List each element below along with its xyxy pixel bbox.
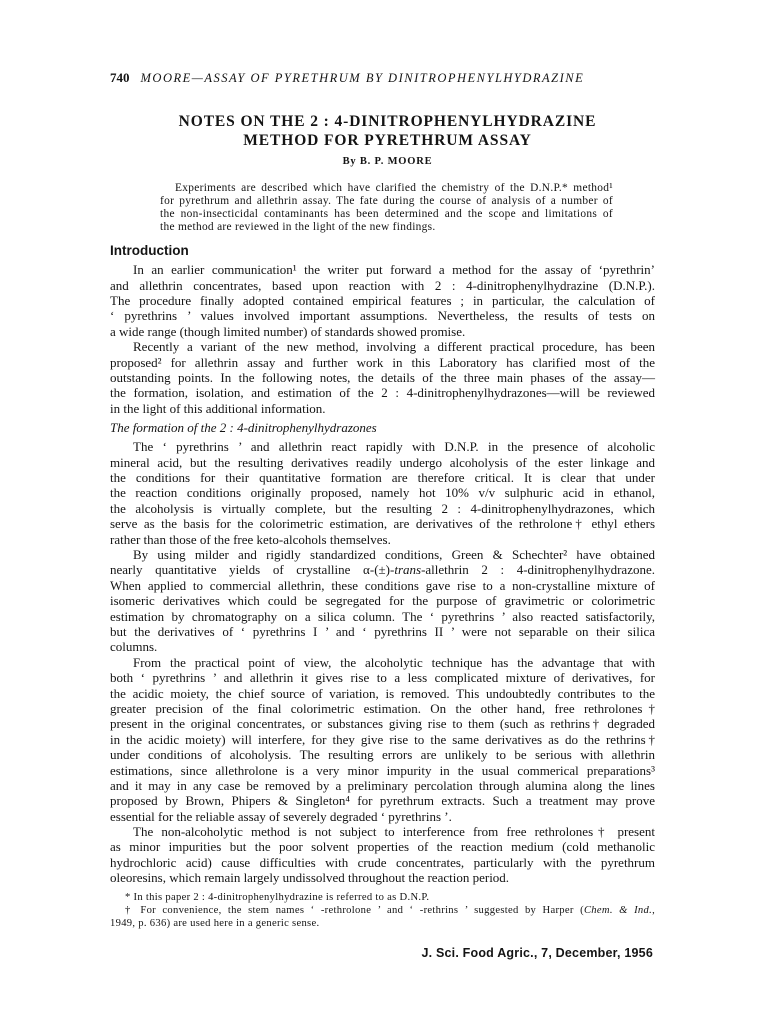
body-line: essential for the reliable assay of severely degraded ‘ pyrethrins ’. <box>110 808 452 824</box>
footnotes <box>110 891 655 930</box>
footnote-line: * In this paper 2 : 4-dinitrophenylhydrazine is referred to as D.N.P. <box>125 891 430 903</box>
paragraph <box>110 339 655 416</box>
body-line: under conditions of alcoholysis. The resulting errors are unlikely to be serious with allethrin <box>110 747 655 763</box>
footnote-line: 1949, p. 636) are used here in a generic sense. <box>110 917 320 929</box>
article-title <box>0 112 775 150</box>
body-line: oleoresins, which remain largely undissolved throughout the reaction period. <box>110 870 510 886</box>
body-line <box>110 562 655 577</box>
paragraph <box>110 262 655 339</box>
body-line: rather than those of the free keto-alcohols themselves. <box>110 531 391 547</box>
formation-body <box>110 439 655 885</box>
text-run: -allethrin 2 : 4-dinitrophenylhydrazone. <box>421 562 655 578</box>
body-line: in the light of this additional information. <box>110 400 326 416</box>
body-line: mineral acid, but the resulting derivatives readily undergo alcoholysis of the ester linkage and <box>110 454 655 470</box>
body-line: When applied to commercial allethrin, these conditions gave rise to a non-crystalline mixture of <box>110 577 655 593</box>
abstract-line: the non-insecticidal contaminants has been determined and the scope and limitations of <box>160 207 613 220</box>
body-line: estimations, since allethrolone is a very minor impurity in the usual commerical preparations³ <box>110 762 655 778</box>
body-line: The procedure finally adopted contained empirical features ; in particular, the calculation of <box>110 293 655 309</box>
body-line: and it may in any case be removed by a preliminary percolation through alumina along the lines <box>110 777 655 793</box>
title-line: NOTES ON THE 2 : 4-DINITROPHENYLHYDRAZINE <box>178 113 597 130</box>
footnote <box>110 904 655 930</box>
body-line: isomeric derivatives which could be segregated for the purpose of gravimetric or colorimetric <box>110 593 655 609</box>
paragraph <box>110 547 655 655</box>
body-line: The ‘ pyrethrins ’ and allethrin react rapidly with D.N.P. in the presence of alcoholic <box>133 439 655 455</box>
body-line: both ‘ pyrethrins ’ and allethrin it gives rise to a less complicated mixture of derivatives, for <box>110 670 655 686</box>
journal-citation-footer: J. Sci. Food Agric., 7, December, 1956 <box>421 946 653 960</box>
paragraph <box>110 439 655 547</box>
introduction-body <box>110 262 655 416</box>
subsection-heading: The formation of the 2 : 4-dinitrophenylhydrazones <box>110 420 377 435</box>
journal-abbreviation: Chem. & Ind. <box>583 904 653 916</box>
body-line: greater precision of the final colorimetric estimation. On the other hand, free rethrolones† <box>110 700 655 716</box>
author-byline: By B. P. MOORE <box>342 156 433 167</box>
body-line: the reaction conditions originally proposed, namely hot 10% v/v sulphuric acid in ethanol, <box>110 485 655 501</box>
footnote-line <box>110 904 655 917</box>
abstract <box>160 182 613 234</box>
body-line: in the acidic moiety) will interfere, for they give rise to the same derivatives as do the rethrins† <box>110 731 655 747</box>
body-line: serve as the basis for the colorimetric estimation, are derivatives of the rethrolone† ethyl ethers <box>110 516 655 532</box>
body-line: hydrochloric acid) cause difficulties with crude concentrates, particularly with the pyrethrum <box>110 854 655 870</box>
running-title: MOORE—ASSAY OF PYRETHRUM BY DINITROPHENYLHYDRAZINE <box>140 71 585 85</box>
abstract-line: Experiments are described which have clarified the chemistry of the D.N.P.* method¹ <box>175 181 613 194</box>
body-line: the formation, isolation, and estimation of the 2 : 4-dinitrophenylhydrazones—will be reviewed <box>110 385 655 401</box>
body-line: proposed by Brown, Phipers & Singleton⁴ for pyrethrum extracts. Such a treatment may prove <box>110 793 655 809</box>
body-line: estimation by chromatography on a silica column. The ‘ pyrethrins ’ also reacted satisfactorily, <box>110 608 655 624</box>
body-line: the acidic moiety, the chief source of variation, is removed. This undoubtedly contributes to the <box>110 685 655 701</box>
footnote <box>110 891 655 904</box>
body-line: outstanding points. In the following notes, the details of the three main phases of the assay— <box>110 370 655 386</box>
section-heading: Introduction <box>110 243 189 258</box>
body-line: but the derivatives of ‘ pyrethrins I ’ and ‘ pyrethrins II ’ were not separable on their silica <box>110 623 655 639</box>
page-number: 740 <box>110 70 130 85</box>
text-run: , <box>652 904 656 916</box>
body-line: ‘ pyrethrins ’ values involved important assumptions. Nevertheless, the results of tests on <box>110 308 655 324</box>
body-line: proposed² for allethrin assay and further work in this Laboratory has clarified most of the <box>110 354 655 370</box>
running-header <box>110 70 584 86</box>
body-line: a wide range (though limited number) of standards showed promise. <box>110 323 466 339</box>
body-line: The non-alcoholytic method is not subject to interference from free rethrolones† present <box>133 824 655 840</box>
paragraph <box>110 655 655 824</box>
body-line: and allethrin concentrates, based upon reaction with 2 : 4-dinitrophenylhydrazine (D.N.P.). <box>110 277 655 293</box>
text-run: nearly quantitative yields of crystalline α-(±)- <box>110 562 395 578</box>
body-line: By using milder and rigidly standardized conditions, Green & Schechter² have obtained <box>133 547 655 563</box>
body-line: as minor impurities but the poor solvent properties of the reaction medium (cold methanolic <box>110 839 655 855</box>
abstract-line: the method are reviewed in the light of the new findings. <box>160 220 436 233</box>
paragraph <box>110 824 655 886</box>
abstract-line: for pyrethrum and allethrin assay. The fate during the course of analysis of a number of <box>160 194 613 207</box>
body-line: the conditions for their quantitative formation are therefore critical. It is clear that under <box>110 470 655 486</box>
text-run: † For convenience, the stem names ‘ -rethrolone ’ and ‘ -rethrins ’ suggested by Harper ( <box>125 904 584 916</box>
body-line: columns. <box>110 639 158 655</box>
body-line: present in the original concentrates, or substances giving rise to them (such as rethrins† degraded <box>110 716 655 732</box>
body-line: From the practical point of view, the alcoholytic technique has the advantage that with <box>133 654 655 670</box>
body-line: In an earlier communication¹ the writer put forward a method for the assay of ‘pyrethrin’ <box>133 262 655 278</box>
body-line: the alcoholysis is virtually complete, but the resulting 2 : 4-dinitrophenylhydrazones, which <box>110 500 655 516</box>
title-line: METHOD FOR PYRETHRUM ASSAY <box>243 132 532 149</box>
italic-term: trans <box>394 562 422 578</box>
body-line: Recently a variant of the new method, involving a different practical procedure, has been <box>133 339 655 355</box>
